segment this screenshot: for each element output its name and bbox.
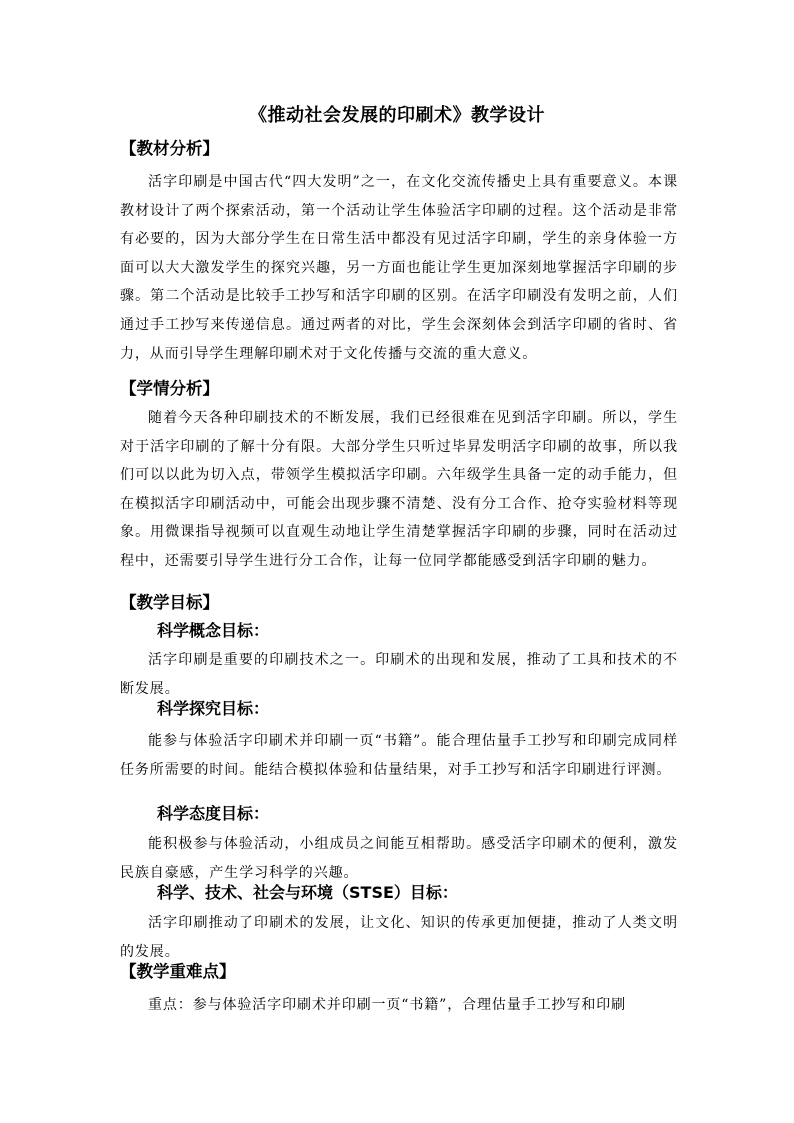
subheading-stse-goal: 科学、技术、社会与环境（STSE）目标： bbox=[157, 883, 458, 902]
section-heading-material-analysis: 【教材分析】 bbox=[120, 139, 219, 158]
paragraph-attitude-goal: 能积极参与体验活动，小组成员之间能互相帮助。感受活字印刷术的便利，激发民族自豪感，产生学习科学的兴趣。 bbox=[120, 836, 678, 881]
document-title: 《推动社会发展的印刷术》教学设计 bbox=[249, 105, 545, 126]
subheading-inquiry-goal: 科学探究目标： bbox=[157, 699, 270, 718]
paragraph-inquiry-goal: 能参与体验活字印刷术并印刷一页“书籍”。能合理估量手工抄写和印刷完成同样任务所需要的时间。能结合模拟体验和估量结果，对手工抄写和活字印刷进行评测。 bbox=[120, 733, 678, 778]
section-heading-student-analysis: 【学情分析】 bbox=[120, 379, 219, 398]
paragraph-stse-goal: 活字印刷推动了印刷术的发展，让文化、知识的传承更加便捷，推动了人类文明的发展。 bbox=[120, 915, 678, 960]
section-heading-teaching-goals: 【教学目标】 bbox=[120, 593, 219, 612]
paragraph-concept-goal: 活字印刷是重要的印刷技术之一。印刷术的出现和发展，推动了工具和技术的不断发展。 bbox=[120, 652, 678, 697]
subheading-attitude-goal: 科学态度目标： bbox=[157, 804, 270, 823]
paragraph-material-analysis: 活字印刷是中国古代“四大发明”之一，在文化交流传播史上具有重要意义。本课教材设计了两个探索活动，第一个活动让学生体验活字印刷的过程。这个活动是非常有必要的，因为大部分学生在日常生活中都没有见过活字印刷，学生的亲身体验一方面可以大大激发学生的探究兴趣，另一方面也能让学生更加深刻地掌握活字印刷的步骤。第二个活动是比较手工抄写和活字印刷的区别。在活字印刷没有发明之前，人们通过手工抄写来传递信息。通过两者的对比，学生会深刻体会到活字印刷的省时、省力，从而引导学生理解印刷术对于文化传播与交流的重大意义。 bbox=[120, 174, 678, 362]
subheading-concept-goal: 科学概念目标： bbox=[157, 621, 270, 640]
paragraph-student-analysis: 随着今天各种印刷技术的不断发展，我们已经很难在见到活字印刷。所以，学生对于活字印刷的了解十分有限。大部分学生只听过毕昇发明活字印刷的故事，所以我们可以以此为切入点，带领学生模拟活字印刷。六年级学生具备一定的动手能力，但在模拟活字印刷活动中，可能会出现步骤不清楚、没有分工合作、抢夺实验材料等现象。用微课指导视频可以直观生动地让学生清楚掌握活字印刷的步骤，同时在活动过程中，还需要引导学生进行分工合作，让每一位同学都能感受到活字印刷的魅力。 bbox=[120, 410, 678, 569]
paragraph-key-points: 重点：参与体验活字印刷术并印刷一页“书籍”，合理估量手工抄写和印刷 bbox=[148, 997, 627, 1013]
section-heading-key-points: 【教学重难点】 bbox=[120, 962, 236, 981]
